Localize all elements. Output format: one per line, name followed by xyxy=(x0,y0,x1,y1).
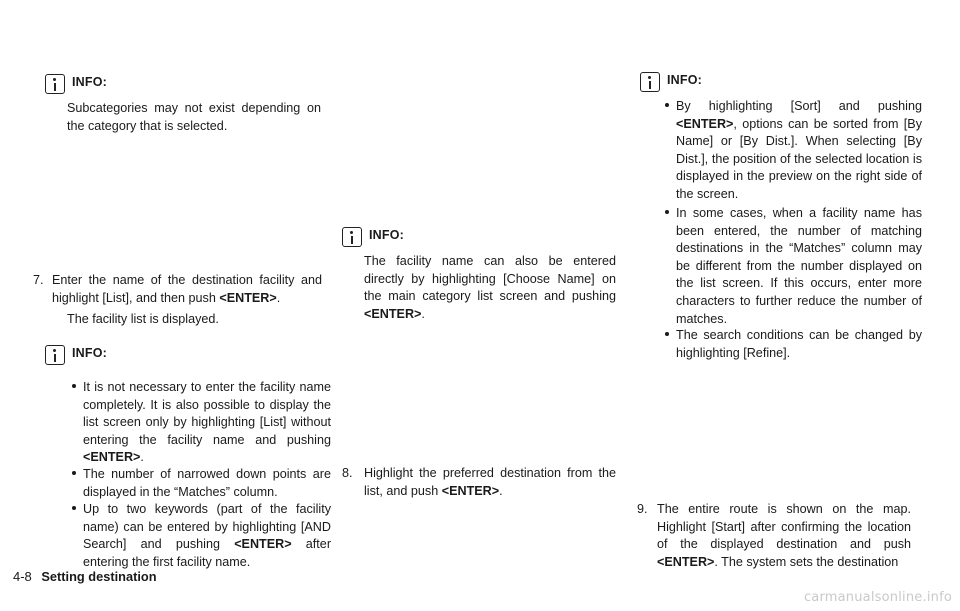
enter-key-label: <ENTER> xyxy=(83,450,141,465)
step-text-main: Enter the name of the destination facility and highlight [List], and then push xyxy=(52,273,322,305)
page-footer xyxy=(13,568,157,586)
bullet-text: Up to two keywords (part of the facility name) can be entered by highlighting [AND Search] and pushing xyxy=(83,502,331,552)
bullet-text: It is not necessary to enter the facility name completely. It is also possible to display the list screen only by highlighting [List] without entering the facility name and pushing xyxy=(83,380,331,447)
step-number: 9. xyxy=(637,502,648,516)
step-9 xyxy=(637,501,917,571)
info-icon xyxy=(640,72,660,92)
info-bullet xyxy=(665,327,922,362)
enter-key-label: <ENTER> xyxy=(657,554,715,569)
enter-key-label: <ENTER> xyxy=(676,116,734,131)
info-text xyxy=(364,253,616,323)
info-label: INFO: xyxy=(667,73,703,87)
step-8 xyxy=(342,465,622,505)
bullet-dot xyxy=(72,384,76,388)
step-text-end: . The system sets the destination xyxy=(714,554,899,569)
bullet-dot xyxy=(72,506,76,510)
info-bullet xyxy=(665,98,922,204)
info-text-end: . xyxy=(421,306,425,321)
info-icon xyxy=(342,227,362,247)
info-bullet xyxy=(72,501,331,571)
info-label: INFO: xyxy=(369,228,405,242)
bullet-dot xyxy=(72,471,76,475)
info-text-main: The facility name can also be entered directly by highlighting [Choose Name] on the main category list screen and pushing xyxy=(364,254,616,304)
info-icon xyxy=(45,345,65,365)
bullet-text: The search conditions can be changed by highlighting [Refine]. xyxy=(676,328,922,360)
watermark-text: carmanualsonline.info xyxy=(803,590,952,606)
enter-key-label: <ENTER> xyxy=(441,483,500,498)
step-result: The facility list is displayed. xyxy=(67,312,219,326)
step-number: 8. xyxy=(342,466,353,480)
step-text xyxy=(52,272,322,307)
bullet-dot xyxy=(665,103,669,107)
info-label: INFO: xyxy=(72,346,108,360)
bullet-dot xyxy=(665,210,669,214)
info-bullet xyxy=(72,379,331,467)
step-text-main: The entire route is shown on the map. Highlight [Start] after confirming the location of the displayed destination and push xyxy=(657,502,911,552)
enter-key-label: <ENTER> xyxy=(219,290,277,305)
enter-key-label: <ENTER> xyxy=(234,537,292,552)
step-text-end: . xyxy=(276,290,281,305)
info-bullet xyxy=(72,466,331,501)
step-text xyxy=(364,465,616,500)
bullet-text: The number of narrowed down points are displayed in the “Matches” column. xyxy=(83,467,331,499)
info-icon xyxy=(45,74,65,94)
step-text xyxy=(657,501,911,571)
page-number: 4-8 xyxy=(13,569,32,584)
bullet-text: In some cases, when a facility name has been entered, the number of matching destinations in the “Matches” column may be different from the number displayed on the list screen. If this occurs, enter more characters to further reduce the number of matches. xyxy=(676,206,922,326)
step-number: 7. xyxy=(33,273,44,287)
bullet-text: By highlighting [Sort] and pushing xyxy=(676,99,922,113)
enter-key-label: <ENTER> xyxy=(364,306,422,321)
bullet-text-end: after entering the first facility name. xyxy=(83,537,332,569)
info-bullet xyxy=(665,205,922,328)
section-title: Setting destination xyxy=(41,569,157,584)
bullet-dot xyxy=(665,332,669,336)
bullet-text-end: . xyxy=(140,450,144,465)
bullet-text-end: , options can be sorted from [By Name] or [By Dist.]. When selecting [By Dist.], the position of the selected location is displayed in the preview on the right side of the screen. xyxy=(676,116,922,201)
info-text: Subcategories may not exist depending on the category that is selected. xyxy=(67,101,321,133)
step-text-end: . xyxy=(499,483,503,498)
step-text-main: Highlight the preferred destination from the list, and push xyxy=(364,466,616,498)
info-label: INFO: xyxy=(72,75,108,89)
